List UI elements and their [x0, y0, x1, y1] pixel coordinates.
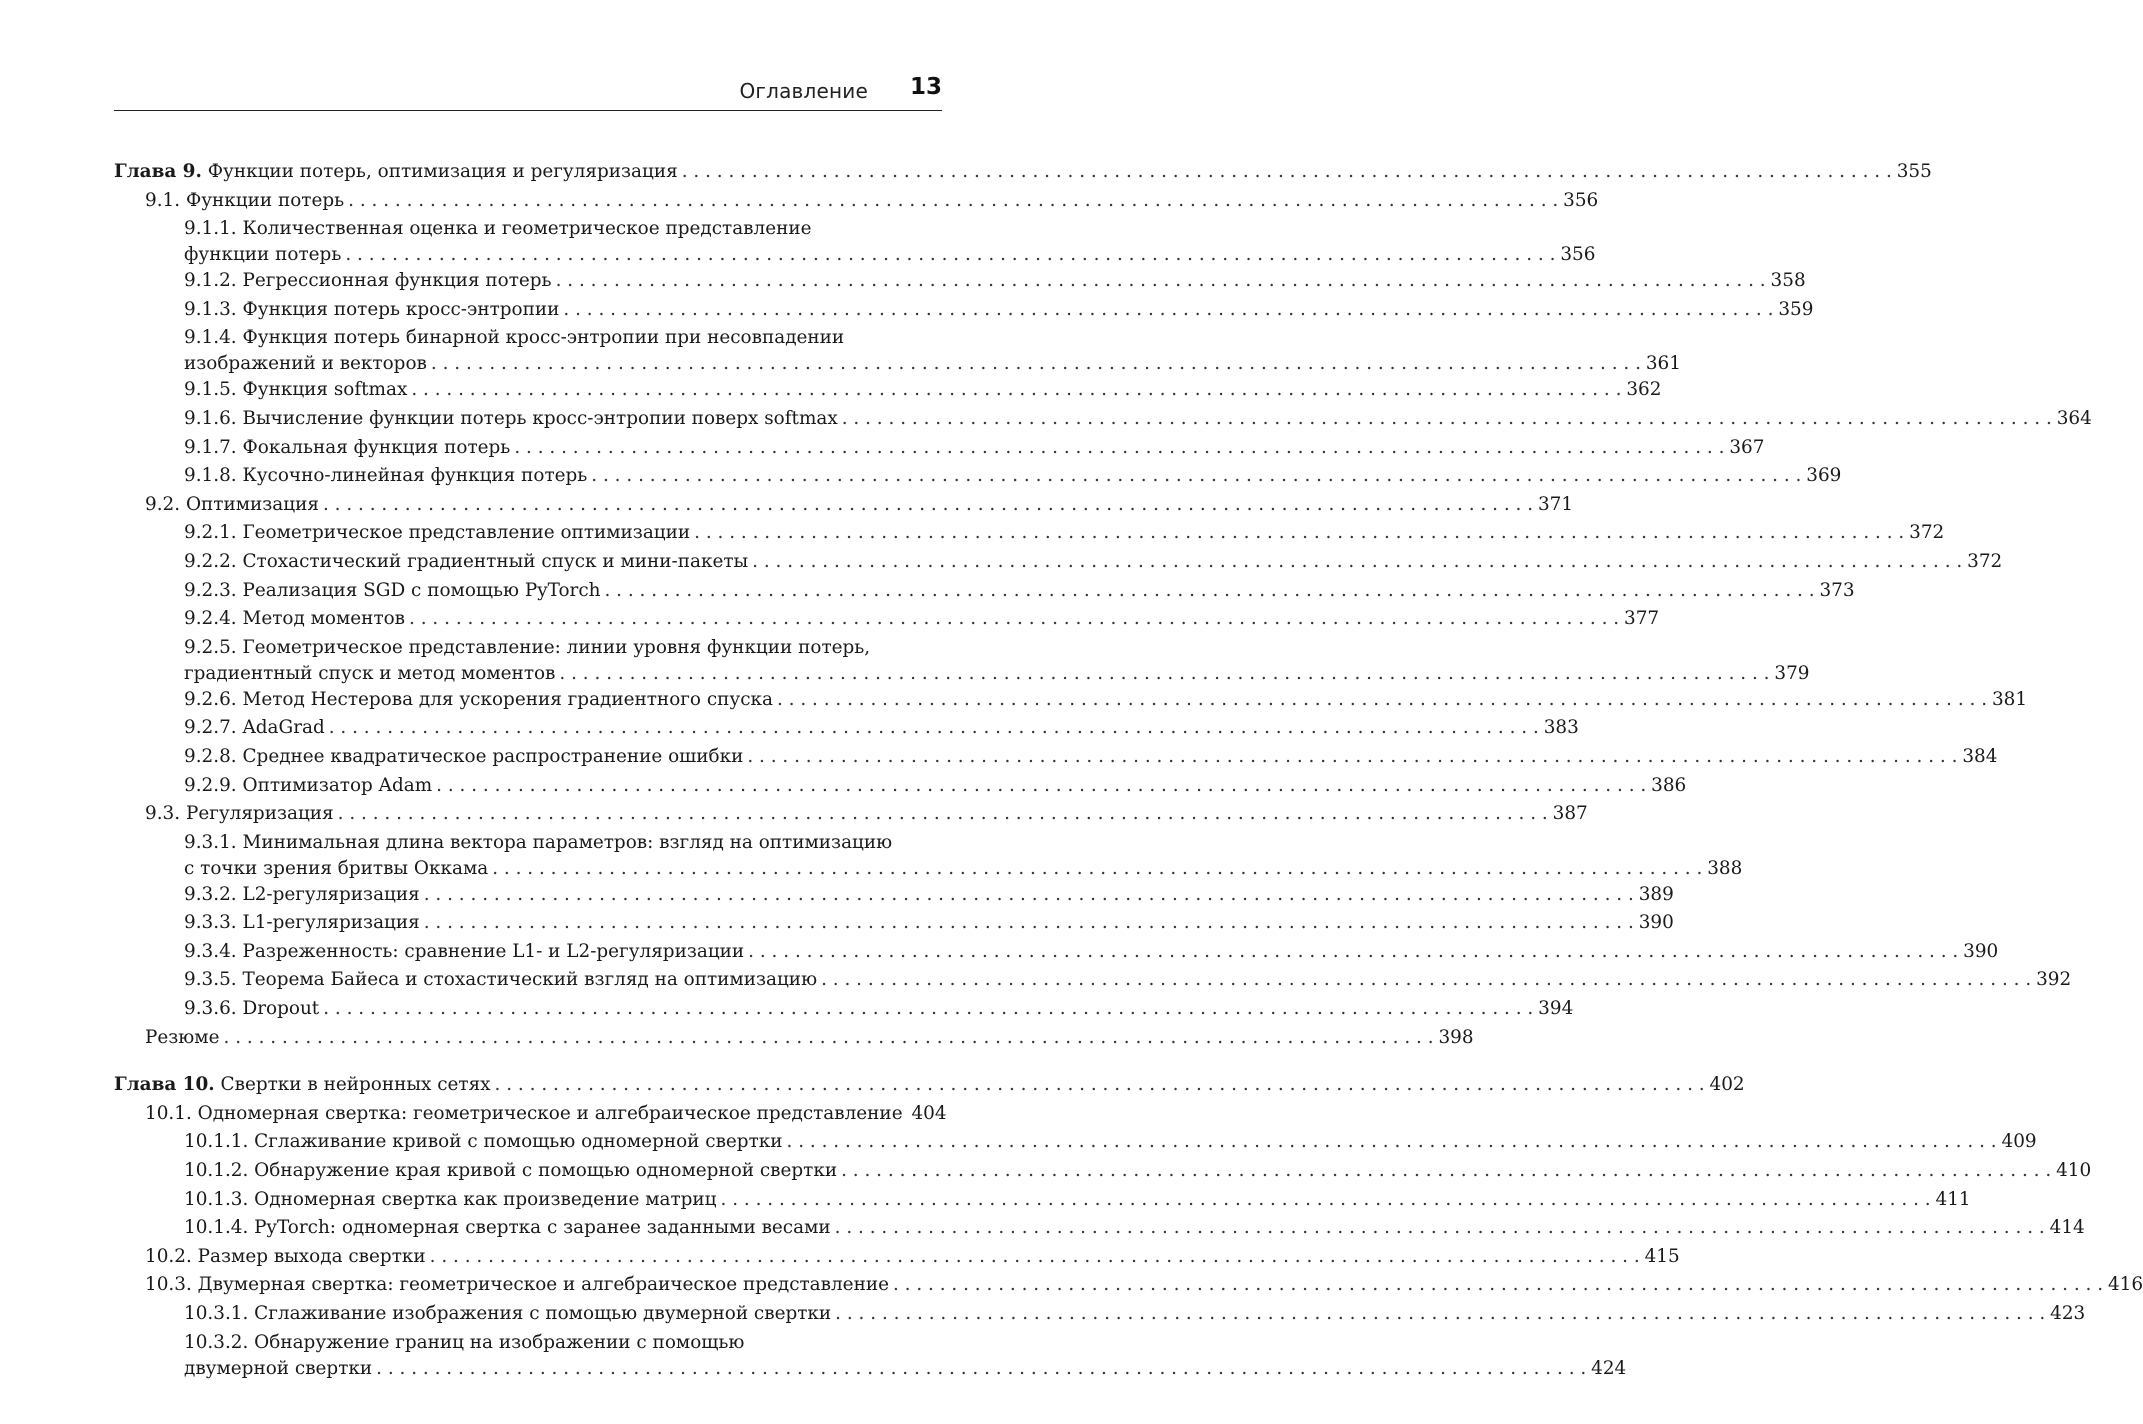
subsection-page: 384 [1962, 745, 1998, 767]
running-header-title: Оглавление [739, 79, 868, 103]
subsection-page: 386 [1651, 774, 1687, 796]
subsection-page: 362 [1626, 379, 1662, 401]
chapter-title: Функции потерь, оптимизация и регуляризация [207, 161, 678, 182]
subsection-page: 364 [2056, 407, 2092, 429]
subsection-title: 9.3.3. L1-регуляризация [184, 912, 420, 934]
toc-section[interactable] [114, 1102, 947, 1131]
subsection-title: 9.1.6. Вычисление функции потерь кросс-энтропии поверх softmax [184, 407, 838, 429]
subsection-title: 9.1.7. Фокальная функция потерь [184, 436, 511, 458]
subsection-page: 389 [1638, 883, 1674, 905]
toc-section[interactable] [114, 802, 1588, 831]
page-number: 13 [909, 74, 942, 100]
subsection-title: 9.2.1. Геометрическое представление оптимизации [184, 522, 691, 544]
toc-subsection[interactable] [114, 298, 1814, 327]
subsection-title: 10.3.1. Сглаживание изображения с помощью двумерной свертки [184, 1303, 832, 1324]
subsection-title: 9.2.4. Метод моментов [184, 608, 406, 630]
subsection-page: 381 [1991, 688, 2028, 710]
subsection-page: 409 [2001, 1131, 2037, 1153]
section-page: 416 [2107, 1274, 2143, 1296]
subsection-title: 9.3.2. L2-регуляризация [184, 883, 420, 905]
toc-subsection[interactable] [114, 1188, 1971, 1217]
subsection-page: 356 [1560, 244, 1596, 266]
section-title: 10.3. Двумерная свертка: геометрическое и алгебраическое представление [145, 1274, 889, 1296]
toc-subsection[interactable] [114, 774, 1687, 803]
summary-page: 398 [1438, 1026, 1474, 1048]
toc-subsection[interactable] [114, 579, 1855, 608]
section-title: 10.2. Размер выхода свертки [145, 1245, 426, 1267]
toc-chapter-10[interactable] [114, 1073, 1745, 1102]
subsection-page: 373 [1819, 579, 1855, 601]
subsection-page: 388 [1707, 857, 1743, 879]
subsection-title: 9.2.2. Стохастический градиентный спуск и мини-пакеты [184, 550, 749, 572]
subsection-title: 10.1.4. PyTorch: одномерная свертка с заранее заданными весами [184, 1217, 831, 1239]
subsection-page: 379 [1774, 662, 1810, 684]
subsection-title-line1: 9.1.1. Количественная оценка и геометрическое представление [184, 218, 812, 240]
chapter-label: Глава 10. [114, 1074, 215, 1096]
subsection-title: 9.2.3. Реализация SGD с помощью PyTorch [184, 579, 601, 601]
subsection-title: 9.3.4. Разреженность: сравнение L1- и L2-регуляризации [184, 940, 745, 962]
subsection-title: 9.2.9. Оптимизатор Adam [184, 774, 433, 796]
section-page: 415 [1644, 1245, 1680, 1267]
running-header [114, 72, 942, 111]
toc-subsection[interactable] [114, 1130, 2037, 1159]
summary-title: Резюме [145, 1026, 220, 1048]
toc-subsection[interactable] [114, 716, 1579, 745]
toc-subsection[interactable] [114, 550, 2003, 579]
toc-subsection[interactable] [114, 217, 1596, 269]
section-page: 387 [1552, 803, 1588, 825]
subsection-page: 361 [1645, 353, 1681, 375]
subsection-page: 367 [1729, 436, 1765, 458]
subsection-title: 9.3.5. Теорема Байеса и стохастический взгляд на оптимизацию [184, 969, 818, 991]
toc-subsection[interactable] [114, 997, 1574, 1026]
subsection-title: 9.2.7. AdaGrad [184, 717, 325, 739]
subsection-title: 9.1.2. Регрессионная функция потерь [184, 270, 552, 292]
toc-subsection[interactable] [114, 521, 1945, 550]
chapter-page: 402 [1709, 1074, 1745, 1096]
subsection-title-line2: функции потерь [184, 244, 342, 266]
toc-subsection[interactable] [114, 745, 1998, 774]
toc-subsection[interactable] [114, 688, 2028, 717]
subsection-page: 423 [2050, 1303, 2086, 1324]
subsection-title: 9.1.8. Кусочно-линейная функция потерь [184, 465, 588, 487]
section-title: 9.3. Регуляризация [145, 803, 334, 825]
toc-subsection[interactable] [114, 968, 2072, 997]
subsection-page: 390 [1963, 940, 1999, 962]
section-page: 371 [1537, 493, 1574, 515]
subsection-page: 383 [1543, 717, 1579, 739]
toc-subsection[interactable] [114, 636, 1810, 688]
toc-subsection[interactable] [114, 436, 1765, 465]
toc-subsection[interactable] [114, 883, 1674, 912]
subsection-page: 369 [1806, 465, 1842, 487]
table-of-contents [114, 160, 2143, 1383]
section-title: 10.1. Одномерная свертка: геометрическое и алгебраическое представление [145, 1102, 903, 1124]
subsection-title: 9.2.8. Среднее квадратическое распространение ошибки [184, 745, 744, 767]
subsection-title: 9.1.5. Функция softmax [184, 379, 408, 401]
subsection-title: 10.1.1. Сглаживание кривой с помощью одномерной свертки [184, 1131, 783, 1153]
subsection-page: 414 [2049, 1217, 2085, 1239]
toc-subsection[interactable] [114, 407, 2092, 436]
subsection-page: 372 [1967, 550, 2003, 572]
toc-section[interactable] [114, 1245, 1680, 1274]
subsection-page: 392 [2036, 969, 2072, 991]
subsection-page: 411 [1935, 1188, 1971, 1210]
toc-subsection[interactable] [114, 1331, 1627, 1383]
subsection-title-line2: двумерной свертки [184, 1357, 373, 1379]
subsection-page: 372 [1909, 522, 1945, 544]
toc-subsection[interactable] [114, 1302, 2086, 1331]
toc-subsection[interactable] [114, 464, 1842, 493]
subsection-page: 359 [1778, 298, 1814, 320]
toc-subsection[interactable] [114, 326, 1681, 378]
subsection-title-line2: изображений и векторов [184, 353, 427, 375]
subsection-title-line2: с точки зрения бритвы Оккама [184, 857, 489, 879]
section-title: 9.2. Оптимизация [145, 493, 319, 515]
chapter-label: Глава 9. [114, 161, 202, 182]
toc-summary[interactable] [114, 1026, 1474, 1055]
toc-subsection[interactable] [114, 1159, 2092, 1188]
subsection-title: 10.1.3. Одномерная свертка как произведение матриц [184, 1188, 717, 1210]
toc-subsection[interactable] [114, 911, 1674, 940]
subsection-page: 394 [1538, 998, 1574, 1020]
section-title: 9.1. Функции потерь [145, 189, 345, 211]
subsection-title-line1: 9.1.4. Функция потерь бинарной кросс-энтропии при несовпадении [184, 327, 845, 349]
subsection-title-line1: 9.2.5. Геометрическое представление: линии уровня функции потерь, [184, 636, 871, 658]
toc-subsection[interactable] [114, 269, 1806, 298]
subsection-title: 10.1.2. Обнаружение края кривой с помощью одномерной свертки [184, 1160, 838, 1182]
subsection-page: 358 [1770, 270, 1806, 292]
subsection-title-line2: градиентный спуск и метод моментов [184, 662, 556, 684]
subsection-title: 9.2.6. Метод Нестерова для ускорения градиентного спуска [184, 688, 773, 710]
subsection-title: 9.3.6. Dropout [184, 998, 320, 1020]
section-page: 404 [911, 1102, 947, 1124]
subsection-page: 377 [1624, 608, 1660, 630]
toc-subsection[interactable] [114, 607, 1660, 636]
toc-subsection[interactable] [114, 831, 1743, 883]
subsection-title-line1: 9.3.1. Минимальная длина вектора параметров: взгляд на оптимизацию [184, 831, 893, 853]
subsection-page: 410 [2056, 1160, 2092, 1182]
subsection-page: 424 [1591, 1357, 1627, 1379]
chapter-page: 355 [1896, 161, 1932, 182]
subsection-title-line1: 10.3.2. Обнаружение границ на изображении с помощью [184, 1331, 745, 1353]
subsection-title: 9.1.3. Функция потерь кросс-энтропии [184, 298, 560, 320]
chapter-title: Свертки в нейронных сетях [220, 1074, 491, 1096]
toc-subsection[interactable] [114, 940, 1999, 969]
toc-subsection[interactable] [114, 378, 1662, 407]
toc-section[interactable] [114, 189, 1599, 218]
subsection-page: 390 [1638, 912, 1674, 934]
toc-subsection[interactable] [114, 1216, 2085, 1245]
toc-chapter-9[interactable] [114, 160, 1932, 189]
toc-section[interactable] [114, 493, 1574, 522]
toc-section[interactable] [114, 1273, 2143, 1302]
section-page: 356 [1563, 189, 1599, 211]
